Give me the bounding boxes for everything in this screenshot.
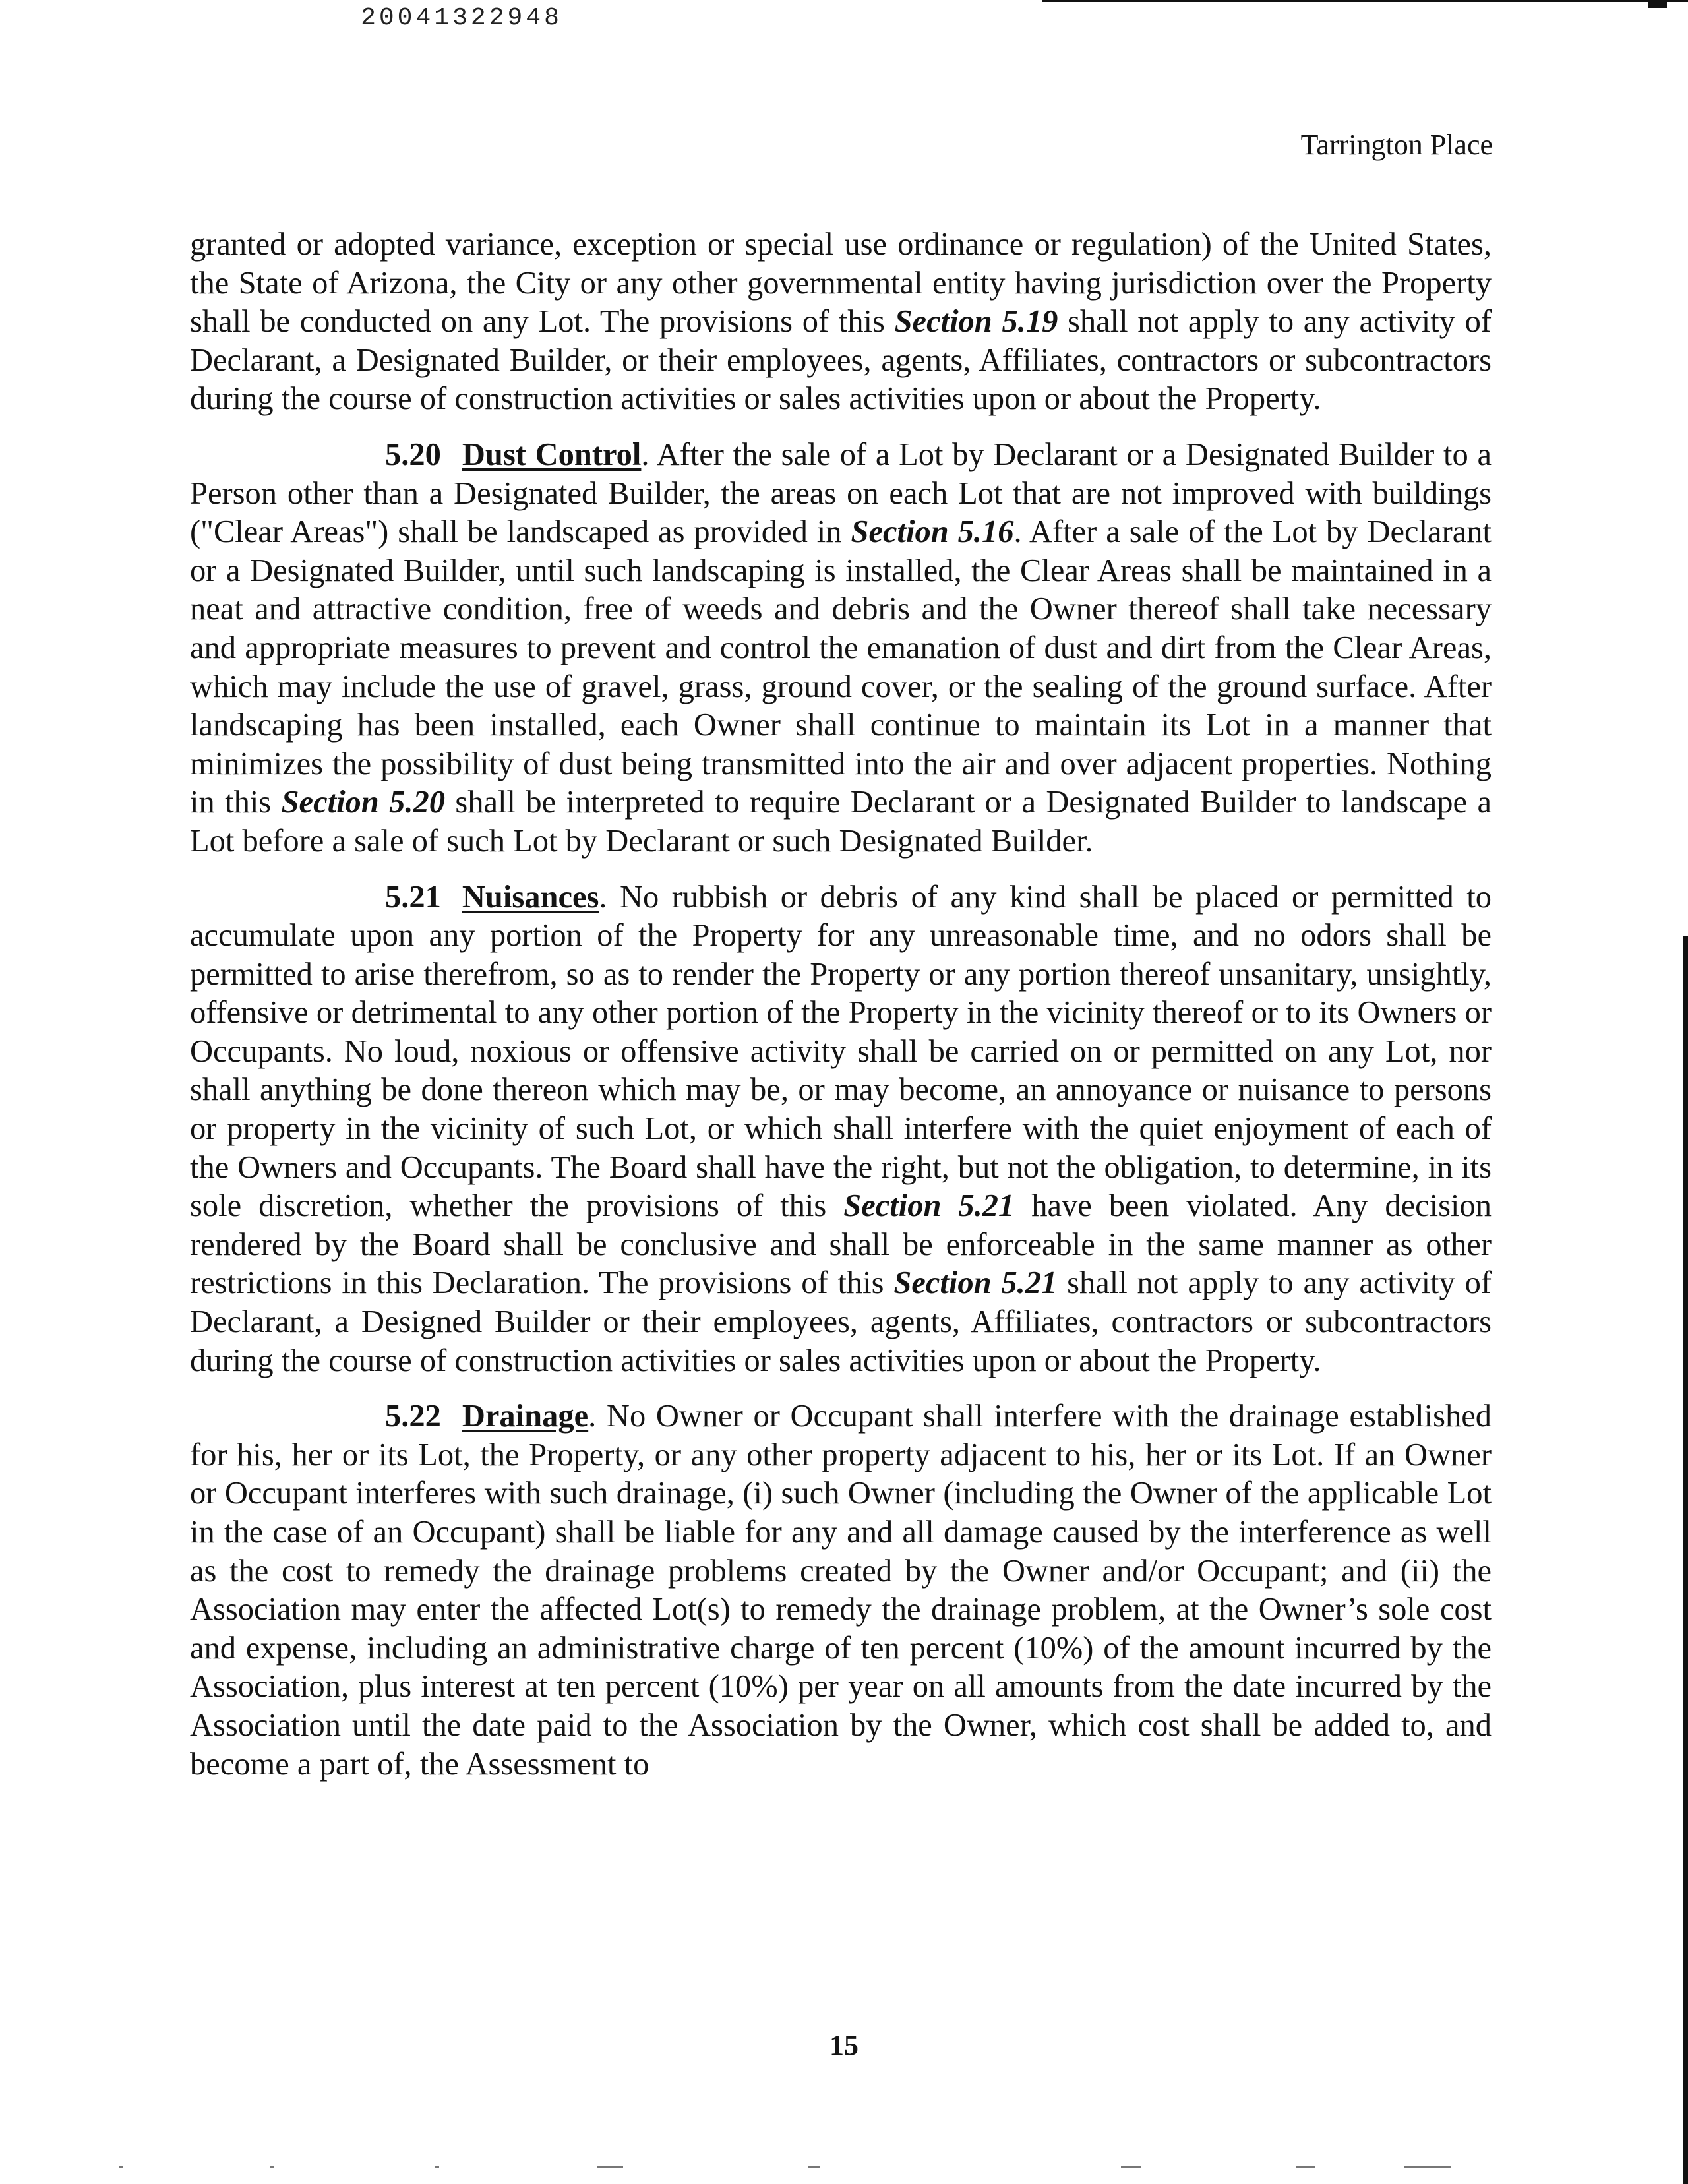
section-title: Dust Control: [462, 437, 642, 472]
paragraph-continuation: [190, 226, 1492, 419]
section-reference: Section 5.16: [851, 514, 1014, 550]
running-header: Tarrington Place: [1300, 129, 1493, 161]
paragraph-text: have been violated. Any decision rendered by the Board shall be conclusive and shall be enforceable in the same manner as other restrictions in this Declaration. The provisions of this: [190, 1188, 1492, 1301]
paragraph-text: shall be interpreted to require Declarant or a Designated Builder to landscape a Lot before a sale of such Lot by Declarant or such Designated Builder.: [190, 785, 1492, 859]
paragraph-text: . No rubbish or debris of any kind shall be placed or permitted to accumulate upon any portion of the Property for any unreasonable time, and no odors shall be permitted to arise therefrom, so as to render the Property or any portion thereof unsanitary, unsightly, offensive or detrimental to any other portion of the Property in the vicinity thereof or to its Owners or Occupants. No loud, noxious or offensive activity shall be carried on or permitted on any Lot, nor shall anything be done thereon which may be, or may become, an annoyance or nuisance to persons or property in the vicinity of such Lot, or which shall interfere with the quiet enjoyment of each of the Owners and Occupants. The Board shall have the right, but not the obligation, to determine, in its sole discretion, whether the provisions of this: [190, 879, 1492, 1224]
section-number: 5.21: [385, 879, 441, 915]
section-title: Drainage: [462, 1399, 589, 1434]
section-5-21: [190, 878, 1492, 1381]
section-reference: Section 5.20: [281, 785, 446, 820]
section-reference: Section 5.21: [843, 1188, 1015, 1224]
section-reference: Section 5.19: [894, 304, 1058, 340]
section-5-20: [190, 436, 1492, 861]
paragraph-text: . No Owner or Occupant shall interfere with the drainage established for his, her or its Lot, the Property, or any other property adjacent to his, her or its Lot. If an Owner or Occupant interferes with such drainage, (i) such Owner (including the Owner of the applicable Lot in the case of an Occupant) shall be liable for any and all damage caused by the interference as well as the cost to remedy the drainage problems created by the Owner and/or Occupant; and (ii) the Association may enter the affected Lot(s) to remedy the drainage problem, at the Owner’s sole cost and expense, including an administrative charge of ten percent (10%) of the amount incurred by the Association, plus interest at ten percent (10%) per year on all amounts from the date incurred by the Association until the date paid to the Association by the Owner, which cost shall be added to, and become a part of, the Assessment to: [190, 1399, 1492, 1782]
section-title: Nuisances: [462, 879, 599, 915]
paragraph-text: shall not apply to any activity of Declarant, a Designed Builder or their employees, agents, Affiliates, contractors or subcontractors during the course of construction activities or sales activities upon or about the Property.: [190, 1265, 1492, 1378]
paragraph-text: shall not apply to any activity of Declarant, a Designated Builder, or their employees, agents, Affiliates, contractors or subcontractors during the course of construction activities or sales activities upon or about the Property.: [190, 304, 1492, 417]
paragraph-text: granted or adopted variance, exception or special use ordinance or regulation) of the United States, the State of Arizona, the City or any other governmental entity having jurisdiction over the Property shall be conducted on any Lot. The provisions of this: [190, 227, 1492, 340]
section-number: 5.22: [385, 1399, 441, 1434]
document-number: 20041322948: [361, 4, 562, 32]
document-body: [190, 226, 1492, 1801]
top-rule: [1042, 0, 1688, 2]
paragraph-text: . After the sale of a Lot by Declarant or a Designated Builder to a Person other than a Designated Builder, the areas on each Lot that are not improved with buildings ("Clear Areas") shall be landscaped as provided in: [190, 437, 1492, 550]
section-number: 5.20: [385, 437, 441, 472]
section-5-22: [190, 1397, 1492, 1784]
page-number: 15: [829, 2029, 859, 2061]
scan-edge-bar: [1683, 936, 1688, 2184]
scan-specks: [0, 2166, 1688, 2179]
top-rule-tick: [1648, 0, 1667, 8]
paragraph-text: . After a sale of the Lot by Declarant or a Designated Builder, until such landscaping is installed, the Clear Areas shall be maintained in a neat and attractive condition, free of weeds and debris and the Owner thereof shall take necessary and appropriate measures to prevent and control the emanation of dust and dirt from the Clear Areas, which may include the use of gravel, grass, ground cover, or the sealing of the ground surface. After landscaping has been installed, each Owner shall continue to maintain its Lot in a manner that minimizes the possibility of dust being transmitted into the air and over adjacent properties. Nothing in this: [190, 514, 1492, 820]
section-reference: Section 5.21: [893, 1265, 1058, 1301]
